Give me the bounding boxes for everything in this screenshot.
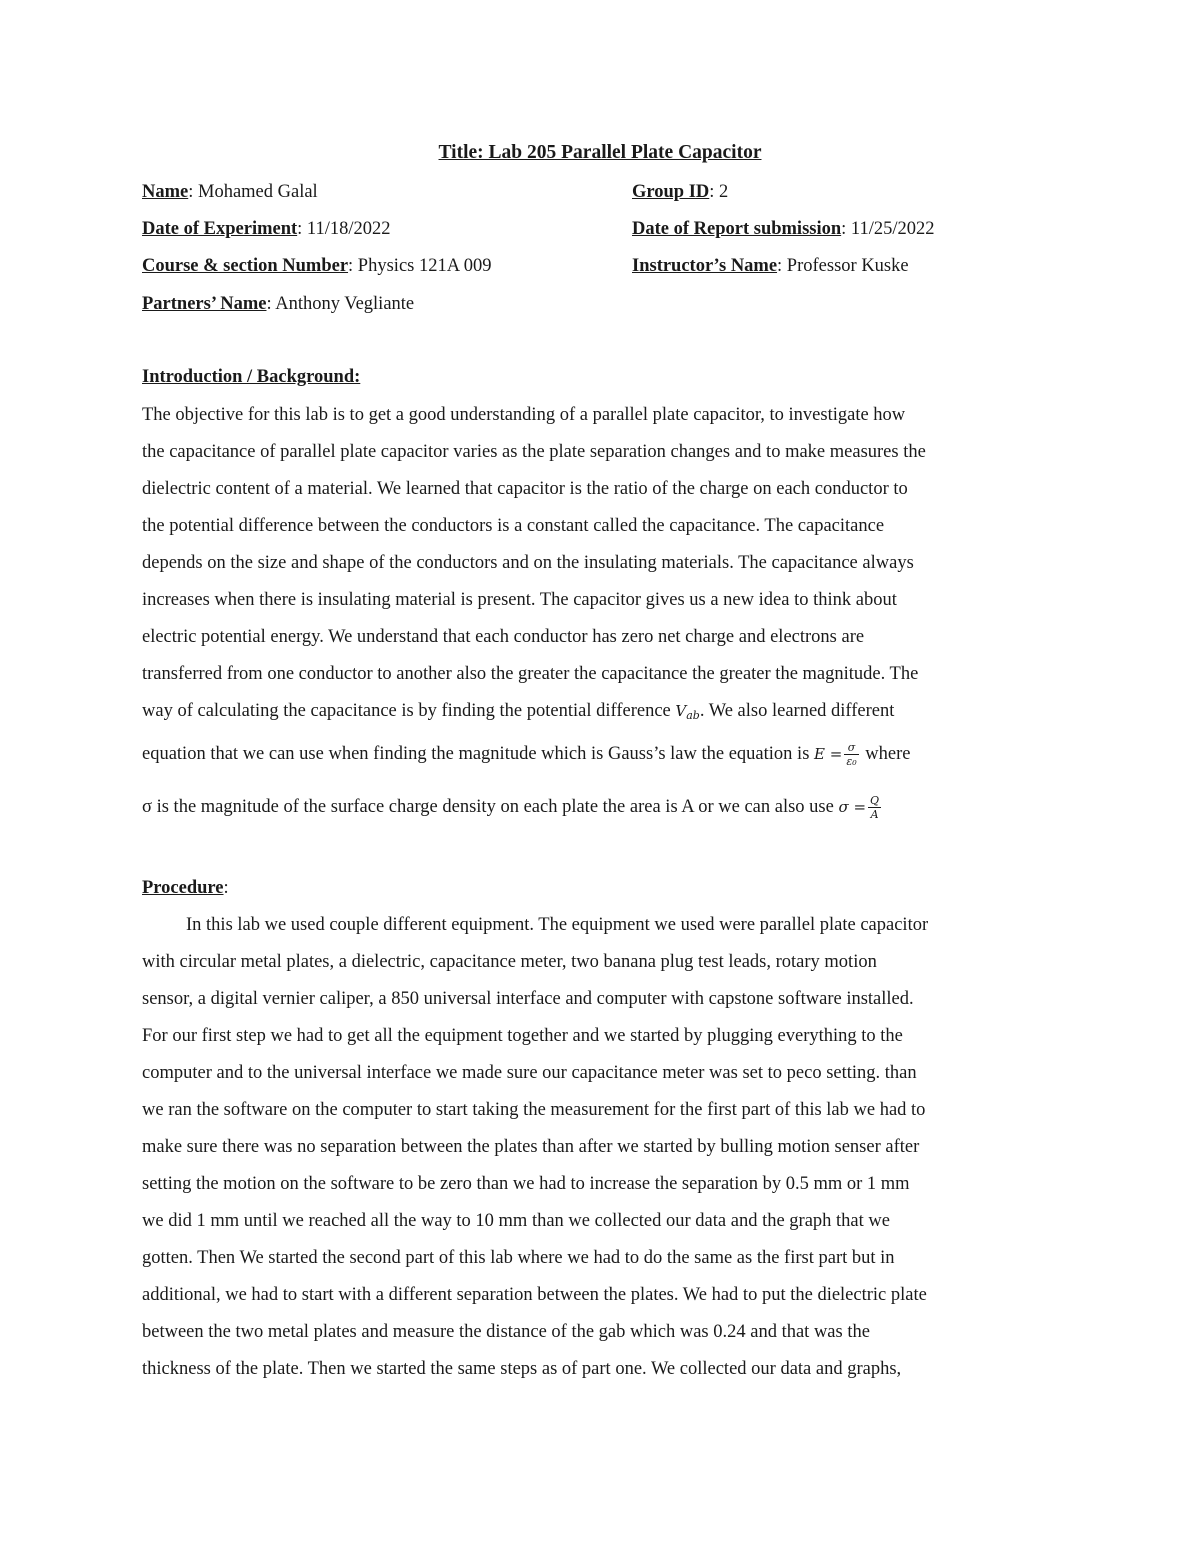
paragraph-line: between the two metal plates and measure the distance of the gab which was 0.24 and that was the [142, 1322, 870, 1342]
text-segment: where [860, 743, 911, 764]
paragraph-line: the capacitance of parallel plate capacitor varies as the plate separation changes and to make measures the [142, 442, 926, 462]
date-exp-value: : 11/18/2022 [297, 219, 391, 239]
paragraph-line: with circular metal plates, a dielectric, capacitance meter, two banana plug test leads, rotary motion [142, 952, 877, 972]
sigma-equation: σ = [838, 797, 867, 816]
partners-value: : Anthony Vegliante [266, 294, 415, 314]
paragraph-line: computer and to the universal interface we made sure our capacitance meter was set to peco setting. than [142, 1063, 917, 1083]
course-field [142, 256, 491, 277]
partners-field [142, 294, 414, 315]
header-row-1 [142, 182, 1062, 208]
paragraph-line-gauss [142, 741, 910, 768]
group-label: Group ID [632, 182, 710, 202]
text-segment: . We also learned different [699, 701, 895, 721]
procedure-heading-text: Procedure [142, 878, 224, 898]
instructor-field [632, 256, 909, 277]
text-segment: equation that we can use when finding the magnitude which is Gauss’s law the equation is [142, 743, 815, 764]
group-field [632, 182, 728, 203]
fraction-denominator: ε₀ [846, 755, 857, 768]
name-value: : Mohamed Galal [188, 182, 318, 202]
course-label: Course & section Number [142, 256, 349, 276]
name-field [142, 182, 318, 203]
fraction-denominator: A [870, 808, 879, 821]
paragraph-line: depends on the size and shape of the conductors and on the insulating materials. The capacitance always [142, 553, 914, 573]
date-sub-label: Date of Report submission [632, 219, 842, 239]
paragraph-line: In this lab we used couple different equipment. The equipment we used were parallel plate capacitor [186, 915, 929, 935]
date-sub-field [632, 219, 935, 240]
paragraph-line: electric potential energy. We understand that each conductor has zero net charge and electrons are [142, 627, 865, 647]
vab-variable: V [675, 702, 687, 720]
procedure-heading-colon: : [223, 878, 229, 898]
date-sub-value: : 11/25/2022 [841, 219, 935, 239]
paragraph-line: we did 1 mm until we reached all the way to 10 mm than we collected our data and the graph that we [142, 1211, 890, 1231]
intro-heading: Introduction / Background: [142, 367, 361, 387]
text-segment: way of calculating the capacitance is by finding the potential difference [142, 701, 676, 721]
partners-label: Partners’ Name [142, 294, 267, 314]
paragraph-line: setting the motion on the software to be zero than we had to increase the separation by 0.5 mm or 1 mm [142, 1174, 910, 1194]
text-segment: σ is the magnitude of the surface charge density on each plate the area is A or we can also use [142, 796, 839, 817]
instructor-label: Instructor’s Name [632, 256, 778, 276]
paragraph-line: we ran the software on the computer to start taking the measurement for the first part of this lab we had to [142, 1100, 926, 1120]
header-row-4 [142, 294, 1062, 320]
header-row-2 [142, 219, 1062, 245]
paragraph-line: gotten. Then We started the second part of this lab where we had to do the same as the first part but in [142, 1248, 895, 1268]
date-exp-label: Date of Experiment [142, 219, 298, 239]
paragraph-line: For our first step we had to get all the equipment together and we started by plugging everything to the [142, 1026, 903, 1046]
paragraph-line: increases when there is insulating material is present. The capacitor gives us a new idea to think about [142, 590, 897, 610]
efield-equation: E = [814, 744, 843, 763]
paragraph-line: make sure there was no separation between the plates than after we started by bulling motion senser after [142, 1137, 920, 1157]
vab-subscript: ab [686, 709, 700, 722]
course-value: : Physics 121A 009 [348, 256, 492, 276]
q-over-a-fraction [868, 794, 881, 821]
fraction-numerator: σ [844, 741, 858, 755]
name-label: Name [142, 182, 189, 202]
header-row-3 [142, 256, 1062, 282]
group-value: : 2 [709, 182, 729, 202]
page-title: Title: Lab 205 Parallel Plate Capacitor [438, 142, 762, 163]
paragraph-line: transferred from one conductor to another also the greater the capacitance the greater the magnitude. The [142, 664, 919, 684]
paragraph-line: dielectric content of a material. We learned that capacitor is the ratio of the charge on each conductor to [142, 479, 908, 499]
procedure-heading [142, 878, 229, 899]
paragraph-line-vab [142, 701, 894, 722]
sigma-over-epsilon-fraction [844, 741, 858, 768]
fraction-numerator: Q [870, 794, 880, 807]
paragraph-line: the potential difference between the conductors is a constant called the capacitance. The capacitance [142, 516, 885, 536]
paragraph-line: thickness of the plate. Then we started the same steps as of part one. We collected our data and graphs, [142, 1359, 902, 1379]
paragraph-line-sigma [142, 794, 883, 821]
date-exp-field [142, 219, 391, 240]
paragraph-line: additional, we had to start with a different separation between the plates. We had to put the dielectric plate [142, 1285, 927, 1305]
paragraph-line: The objective for this lab is to get a good understanding of a parallel plate capacitor, to investigate how [142, 405, 906, 425]
paragraph-line: sensor, a digital vernier caliper, a 850 universal interface and computer with capstone software installed. [142, 989, 914, 1009]
instructor-value: : Professor Kuske [777, 256, 909, 276]
